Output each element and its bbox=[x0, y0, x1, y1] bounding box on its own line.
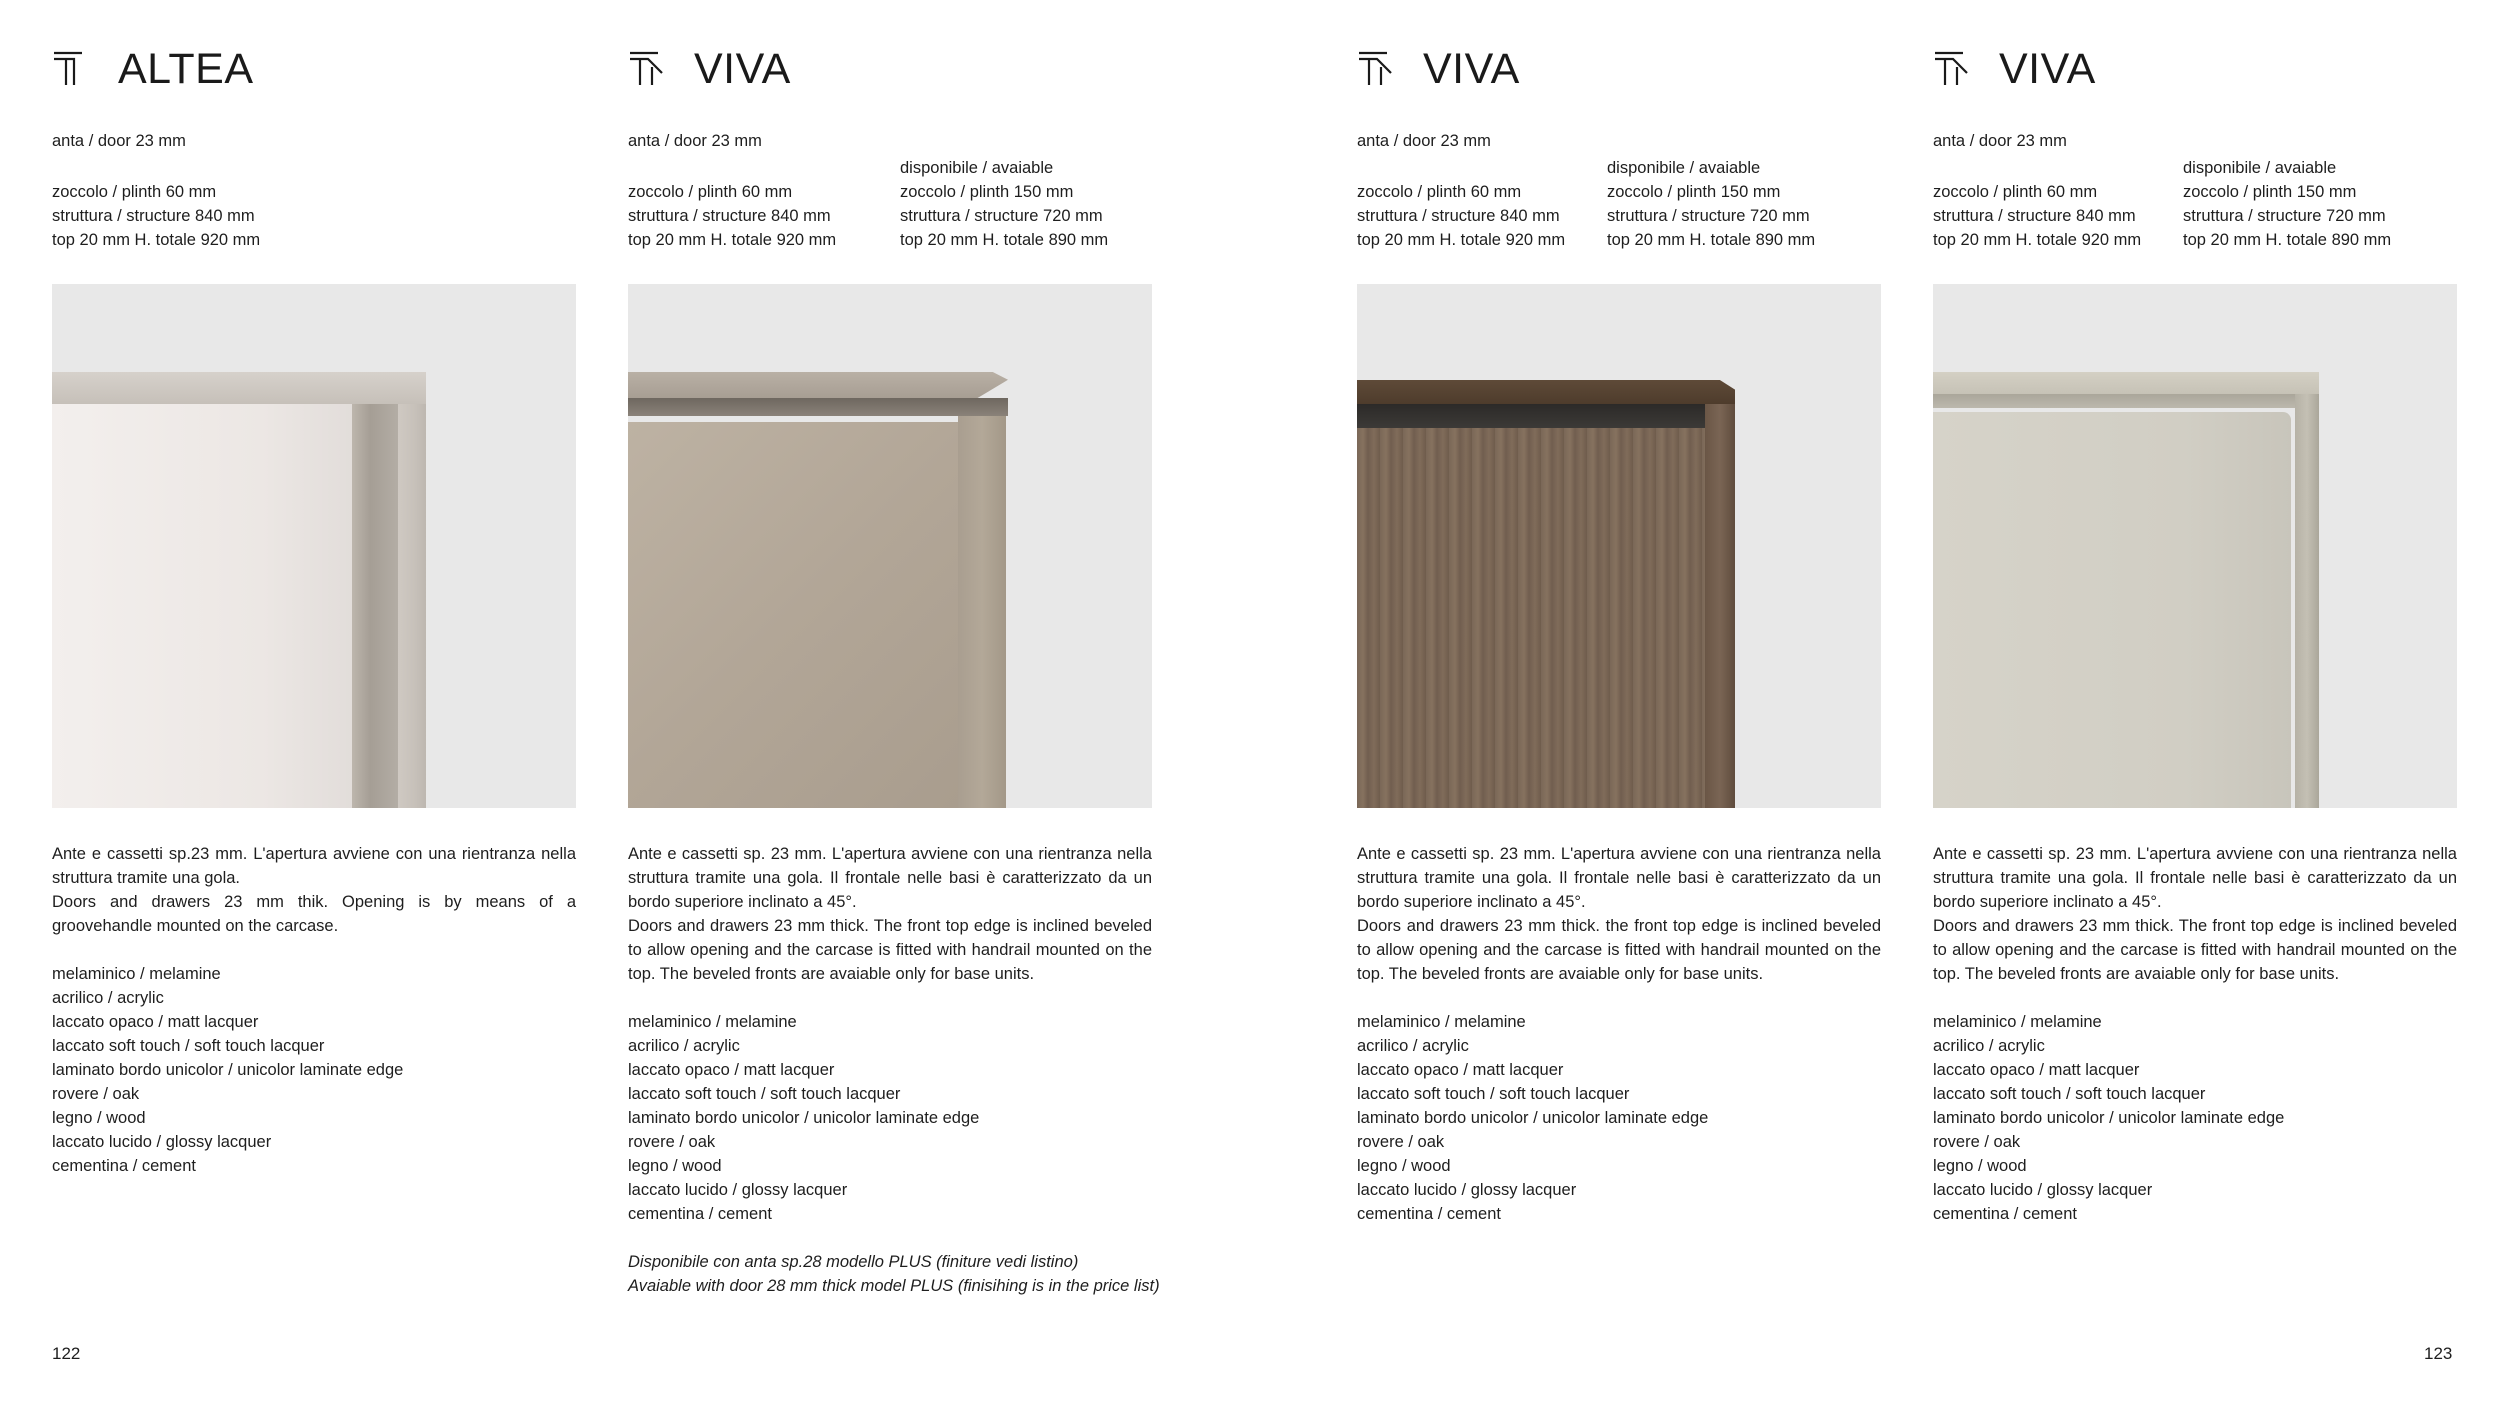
description-en: Doors and drawers 23 mm thick. The front top edge is inclined beveled to allow opening and the carcase is fitted with handrail mounted on the top. The beveled fronts are avaiable only for base units. bbox=[1933, 917, 2457, 983]
spec-line: top 20 mm H. totale 890 mm bbox=[900, 231, 1109, 249]
spec-standard bbox=[1933, 156, 2141, 252]
product-title: ALTEA bbox=[118, 44, 254, 93]
door-thickness: anta / door 23 mm bbox=[1357, 132, 1491, 150]
material-item: melaminico / melamine bbox=[52, 965, 221, 983]
spec-line: struttura / structure 840 mm bbox=[1357, 207, 1560, 225]
material-item: laccato opaco / matt lacquer bbox=[1357, 1061, 1564, 1079]
material-item: cementina / cement bbox=[1357, 1205, 1501, 1223]
material-item: laminato bordo unicolor / unicolor laminate edge bbox=[52, 1061, 404, 1079]
spec-line: struttura / structure 840 mm bbox=[628, 207, 831, 225]
spec-line: top 20 mm H. totale 920 mm bbox=[1357, 231, 1566, 249]
spec-standard bbox=[628, 156, 836, 252]
spec-line: zoccolo / plinth 60 mm bbox=[1357, 183, 1522, 201]
material-item: acrilico / acrylic bbox=[628, 1037, 740, 1055]
plus-model-note bbox=[628, 1250, 1160, 1298]
top-slab bbox=[628, 372, 1008, 398]
groove bbox=[352, 404, 398, 808]
handrail-shadow bbox=[1933, 394, 2295, 408]
spec-line: struttura / structure 840 mm bbox=[1933, 207, 2136, 225]
material-item: cementina / cement bbox=[52, 1157, 196, 1175]
door-front bbox=[1933, 412, 2291, 808]
material-item: melaminico / melamine bbox=[1357, 1013, 1526, 1031]
note-en: Avaiable with door 28 mm thick model PLUS (finisihing is in the price list) bbox=[628, 1277, 1160, 1295]
spec-line: disponibile / avaiable bbox=[2183, 159, 2337, 177]
spec-line: zoccolo / plinth 60 mm bbox=[52, 183, 217, 201]
top-slab bbox=[52, 372, 426, 404]
spec-line: zoccolo / plinth 150 mm bbox=[900, 183, 1074, 201]
spec-line: zoccolo / plinth 60 mm bbox=[1933, 183, 2098, 201]
product-photo-altea bbox=[52, 284, 576, 808]
description-it: Ante e cassetti sp. 23 mm. L'apertura avviene con una rientranza nella struttura tramite una gola. Il frontale nelle basi è caratterizzato da un bordo superiore inclinato a 45°. bbox=[1357, 845, 1881, 911]
material-item: laminato bordo unicolor / unicolor laminate edge bbox=[1357, 1109, 1709, 1127]
spec-alternative bbox=[1607, 156, 1815, 252]
product-photo-viva-light bbox=[1933, 284, 2457, 808]
material-item: laccato opaco / matt lacquer bbox=[52, 1013, 259, 1031]
spec-standard bbox=[1357, 156, 1565, 252]
material-item: cementina / cement bbox=[1933, 1205, 2077, 1223]
top-slab bbox=[1357, 380, 1735, 404]
description-en: Doors and drawers 23 mm thik. Opening is by means of a groovehandle mounted on the carcase. bbox=[52, 893, 576, 935]
material-item: rovere / oak bbox=[52, 1085, 140, 1103]
materials-list bbox=[52, 962, 403, 1178]
product-header bbox=[52, 44, 254, 94]
spec-line: top 20 mm H. totale 920 mm bbox=[628, 231, 837, 249]
door-thickness: anta / door 23 mm bbox=[628, 132, 762, 150]
material-item: legno / wood bbox=[1933, 1157, 2027, 1175]
material-item: legno / wood bbox=[1357, 1157, 1451, 1175]
spec-line: struttura / structure 840 mm bbox=[52, 207, 255, 225]
side-panel bbox=[958, 416, 1006, 808]
side-panel bbox=[2295, 394, 2319, 808]
material-item: melaminico / melamine bbox=[628, 1013, 797, 1031]
material-item: legno / wood bbox=[628, 1157, 722, 1175]
description-en: Doors and drawers 23 mm thick. the front top edge is inclined beveled to allow opening and the carcase is fitted with handrail mounted on the top. The beveled fronts are avaiable only for base units. bbox=[1357, 917, 1881, 983]
spec-standard bbox=[52, 156, 260, 252]
spec-alternative bbox=[2183, 156, 2391, 252]
material-item: rovere / oak bbox=[1933, 1133, 2021, 1151]
description-en: Doors and drawers 23 mm thick. The front top edge is inclined beveled to allow opening and the carcase is fitted with handrail mounted on the top. The beveled fronts are avaiable only for base units. bbox=[628, 917, 1152, 983]
product-photo-viva-cement bbox=[628, 284, 1152, 808]
description-it: Ante e cassetti sp.23 mm. L'apertura avviene con una rientranza nella struttura tramite una gola. bbox=[52, 845, 576, 887]
description-it: Ante e cassetti sp. 23 mm. L'apertura avviene con una rientranza nella struttura tramite una gola. Il frontale nelle basi è caratterizzato da un bordo superiore inclinato a 45°. bbox=[1933, 845, 2457, 911]
product-title: VIVA bbox=[1423, 44, 1520, 93]
spec-line: struttura / structure 720 mm bbox=[1607, 207, 1810, 225]
viva-handle-icon bbox=[1357, 49, 1393, 89]
materials-list bbox=[1933, 1010, 2284, 1226]
door-thickness: anta / door 23 mm bbox=[1933, 132, 2067, 150]
handrail-shadow bbox=[628, 398, 1008, 416]
spec-line: zoccolo / plinth 150 mm bbox=[1607, 183, 1781, 201]
top-slab bbox=[1933, 372, 2319, 394]
material-item: acrilico / acrylic bbox=[52, 989, 164, 1007]
spec-line: zoccolo / plinth 150 mm bbox=[2183, 183, 2357, 201]
viva-handle-icon bbox=[628, 49, 664, 89]
material-item: laccato opaco / matt lacquer bbox=[1933, 1061, 2140, 1079]
material-item: laminato bordo unicolor / unicolor laminate edge bbox=[628, 1109, 980, 1127]
spec-line: top 20 mm H. totale 890 mm bbox=[2183, 231, 2392, 249]
door-front bbox=[52, 404, 352, 808]
materials-list bbox=[1357, 1010, 1708, 1226]
viva-handle-icon bbox=[1933, 49, 1969, 89]
material-item: melaminico / melamine bbox=[1933, 1013, 2102, 1031]
spec-line: top 20 mm H. totale 920 mm bbox=[1933, 231, 2142, 249]
spec-line: struttura / structure 720 mm bbox=[900, 207, 1103, 225]
door-thickness: anta / door 23 mm bbox=[52, 132, 186, 150]
side-panel bbox=[398, 404, 426, 808]
spec-line: top 20 mm H. totale 920 mm bbox=[52, 231, 261, 249]
material-item: cementina / cement bbox=[628, 1205, 772, 1223]
material-item: acrilico / acrylic bbox=[1933, 1037, 2045, 1055]
spec-line: zoccolo / plinth 60 mm bbox=[628, 183, 793, 201]
spec-line: disponibile / avaiable bbox=[1607, 159, 1761, 177]
door-front bbox=[628, 422, 958, 808]
page-number-left: 122 bbox=[52, 1344, 81, 1363]
product-title: VIVA bbox=[1999, 44, 2096, 93]
spec-alternative bbox=[900, 156, 1108, 252]
materials-list bbox=[628, 1010, 979, 1226]
note-it: Disponibile con anta sp.28 modello PLUS (finiture vedi listino) bbox=[628, 1253, 1079, 1271]
handrail-shadow bbox=[1357, 404, 1707, 428]
material-item: laccato lucido / glossy lacquer bbox=[1357, 1181, 1577, 1199]
material-item: laminato bordo unicolor / unicolor laminate edge bbox=[1933, 1109, 2285, 1127]
page-number-right: 123 bbox=[2424, 1344, 2453, 1363]
side-panel bbox=[1705, 404, 1735, 808]
product-title: VIVA bbox=[694, 44, 791, 93]
material-item: acrilico / acrylic bbox=[1357, 1037, 1469, 1055]
material-item: laccato soft touch / soft touch lacquer bbox=[52, 1037, 325, 1055]
spec-line: struttura / structure 720 mm bbox=[2183, 207, 2386, 225]
product-header bbox=[1357, 44, 1520, 94]
product-description bbox=[628, 842, 1152, 986]
product-description bbox=[1933, 842, 2457, 986]
door-front bbox=[1357, 428, 1705, 808]
product-photo-viva-wood bbox=[1357, 284, 1881, 808]
product-description bbox=[52, 842, 576, 938]
material-item: legno / wood bbox=[52, 1109, 146, 1127]
material-item: laccato lucido / glossy lacquer bbox=[52, 1133, 272, 1151]
material-item: laccato lucido / glossy lacquer bbox=[1933, 1181, 2153, 1199]
spec-line: disponibile / avaiable bbox=[900, 159, 1054, 177]
material-item: laccato opaco / matt lacquer bbox=[628, 1061, 835, 1079]
material-item: laccato soft touch / soft touch lacquer bbox=[1933, 1085, 2206, 1103]
altea-handle-icon bbox=[52, 49, 88, 89]
material-item: rovere / oak bbox=[628, 1133, 716, 1151]
product-header bbox=[1933, 44, 2096, 94]
material-item: laccato soft touch / soft touch lacquer bbox=[628, 1085, 901, 1103]
description-it: Ante e cassetti sp. 23 mm. L'apertura avviene con una rientranza nella struttura tramite una gola. Il frontale nelle basi è caratterizzato da un bordo superiore inclinato a 45°. bbox=[628, 845, 1152, 911]
product-description bbox=[1357, 842, 1881, 986]
product-header bbox=[628, 44, 791, 94]
material-item: laccato soft touch / soft touch lacquer bbox=[1357, 1085, 1630, 1103]
material-item: rovere / oak bbox=[1357, 1133, 1445, 1151]
spec-line: top 20 mm H. totale 890 mm bbox=[1607, 231, 1816, 249]
material-item: laccato lucido / glossy lacquer bbox=[628, 1181, 848, 1199]
